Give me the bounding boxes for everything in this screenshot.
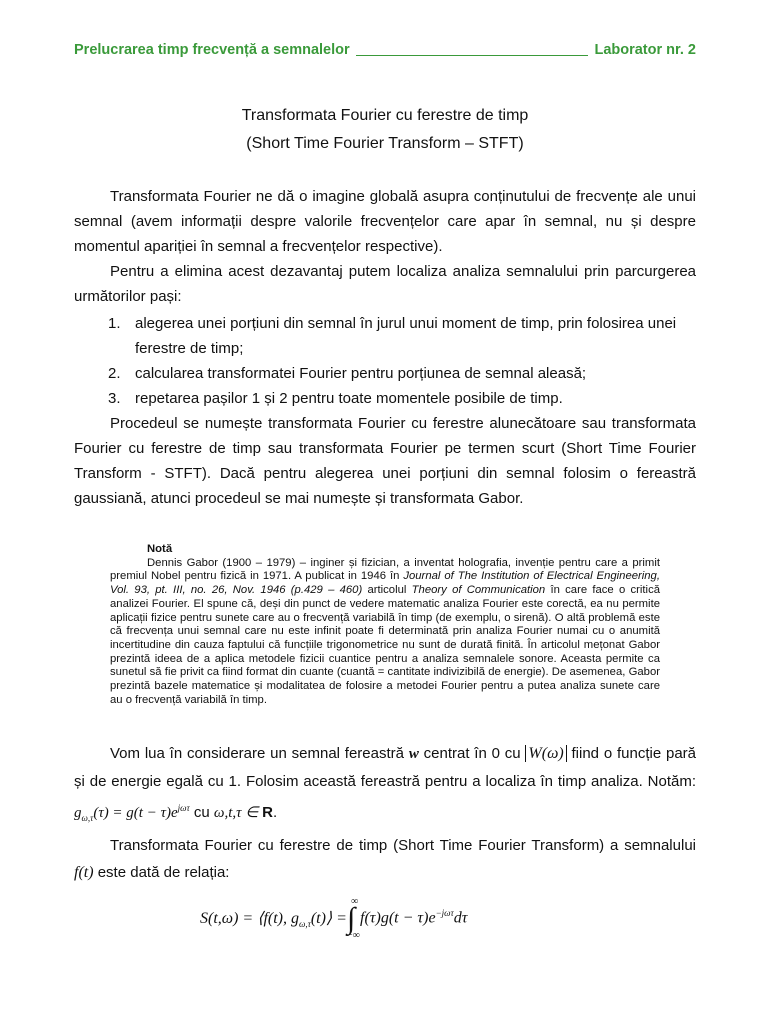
p4-text-b: centrat în 0 cu: [418, 745, 526, 762]
p4-abs-w: W(ω): [525, 745, 566, 762]
p4-def-sub: ω,τ: [81, 813, 94, 823]
list-item-number: 2.: [108, 365, 121, 382]
list-item-text: alegerea unei porțiuni din semnal în jurul unui moment de timp, prin folosirea unei ferestre de timp;: [135, 315, 677, 357]
list-item-text: repetarea pașilor 1 și 2 pentru toate momentele posibile de timp.: [135, 390, 563, 407]
p4-text-c: fiind o funcție pară și de energie egală cu 1. Folosim această fereastră pentru a localiza în timp analiza. Notăm:: [74, 745, 697, 790]
intro-paragraph-1: Transformata Fourier ne dă o imagine globală asupra conținutului de frecvențe ale unui semnal (avem informații despre valorile frecvențelor care apar în semnal, nu și despre momentul apariției în semnal a frecvențelor respective).: [74, 188, 696, 255]
page-header: [74, 42, 696, 58]
p4-w: w: [408, 746, 419, 762]
p5-text-b: este dată de relația:: [93, 864, 230, 881]
p4-reals: R: [262, 804, 273, 821]
note-box: [110, 543, 660, 707]
p4-text-a: Vom lua în considerare un semnal fereastră: [110, 745, 409, 762]
header-course: Prelucrarea timp frecvență a semnalelor: [74, 42, 350, 58]
list-item: [108, 361, 696, 386]
note-text-2: articolul: [362, 584, 412, 597]
formula-lower-limit: −∞: [347, 930, 360, 941]
formula-dtau: dτ: [453, 909, 468, 927]
formula-sub: ω,τ: [298, 919, 311, 930]
formula-lhs: [200, 908, 347, 929]
header-rule: [356, 55, 589, 56]
formula-exp: −jωτ: [435, 908, 454, 918]
p4-vars: ω,t,τ ∈: [213, 805, 263, 821]
paragraph-4: [74, 740, 696, 832]
p4-def-g: g: [74, 805, 82, 821]
intro-paragraph-2: Pentru a elimina acest dezavantaj putem localiza analiza semnalului prin parcurgerea următorilor pași:: [74, 263, 696, 305]
p4-def-exp: jωτ: [177, 803, 190, 813]
note-text: [110, 557, 660, 708]
list-item: [108, 311, 696, 361]
list-item-number: 1.: [108, 315, 121, 332]
list-item-number: 3.: [108, 390, 121, 407]
note-text-3: în care face o critică analizei Fourier. El spune că, deși din punct de vedere matematic analiza Fourier este corectă, ea nu permite aplicații fizice pentru sunete care au o frecvență variabilă în timp (de exemplu, o sirenă). O altă problemă este că frecvența unui semnal care nu este infinit poate fi determinată prin analiza Fourier numai cu o anumită incertitudine din cauza faptului că funcțiile trigonometrice nu sunt de durată finită. În articolul mețonat Gabor prezintă ideea de a aplica metodele fizicii cuantice pentru a analiza semnalele sonore. Aceasta permite ca sunetul să fie privit ca fiind format din cuante (cuantă = cantitate indivizibilă de energie). De asemenea, Gabor prezintă bazele matematice și modalitatea de folosire a metodei Fourier pentru a putea analiza sunete care au o frecvență variabilă în timp.: [110, 584, 660, 706]
formula-lhs-text: S(t,ω) = ⟨f(t), g: [200, 910, 299, 927]
p5-text-a: Transformata Fourier cu ferestre de timp (Short Time Fourier Transform) a semnalului: [110, 837, 696, 854]
paragraph-5: [74, 832, 696, 886]
formula-upper-limit: ∞: [351, 896, 359, 907]
note-article: Theory of Communication: [411, 584, 546, 597]
header-lab: Laborator nr. 2: [594, 42, 696, 58]
title-line-2: (Short Time Fourier Transform – STFT): [246, 135, 524, 152]
p4-def-rest: (τ) = g(t − τ)e: [93, 805, 178, 821]
p5-ft: f(t): [74, 864, 94, 881]
paragraph-3: Procedeul se numește transformata Fourier cu ferestre alunecătoare sau transformata Fourier cu ferestre de timp sau transformata Fourier pe termen scurt (Short Time Fourier Transform - STFT). Dacă pentru alegerea unei porțiuni din semnal folosim o fereastră gaussiană, atunci procedeul se mai numește și transformata Gabor.: [74, 415, 696, 507]
list-item-text: calcularea transformatei Fourier pentru porțiunea de semnal aleasă;: [135, 365, 587, 382]
list-item: [108, 386, 696, 411]
integral-symbol: ∫: [347, 902, 356, 935]
formula-integrand: [360, 908, 467, 927]
p4-cu: cu: [189, 804, 214, 821]
note-title: Notă: [147, 543, 173, 555]
note-text-1: Dennis Gabor (1900 – 1979) – inginer și fizician, a inventat holografia, invenție pentru care a primit premiul Nobel pentru fizică in 1971. A publicat in 1946 în: [110, 556, 660, 583]
title-line-1: Transformata Fourier cu ferestre de timp: [241, 107, 529, 124]
formula-body: f(τ)g(t − τ)e: [360, 909, 436, 927]
formula-mid: (t)⟩ =: [310, 910, 347, 927]
p4-end: .: [272, 804, 278, 821]
note-journal: Journal of The Institution of Electrical Engineering, Vol. 93, pt. III, no. 26, Nov. 1946 (p.429 – 460): [110, 570, 660, 597]
